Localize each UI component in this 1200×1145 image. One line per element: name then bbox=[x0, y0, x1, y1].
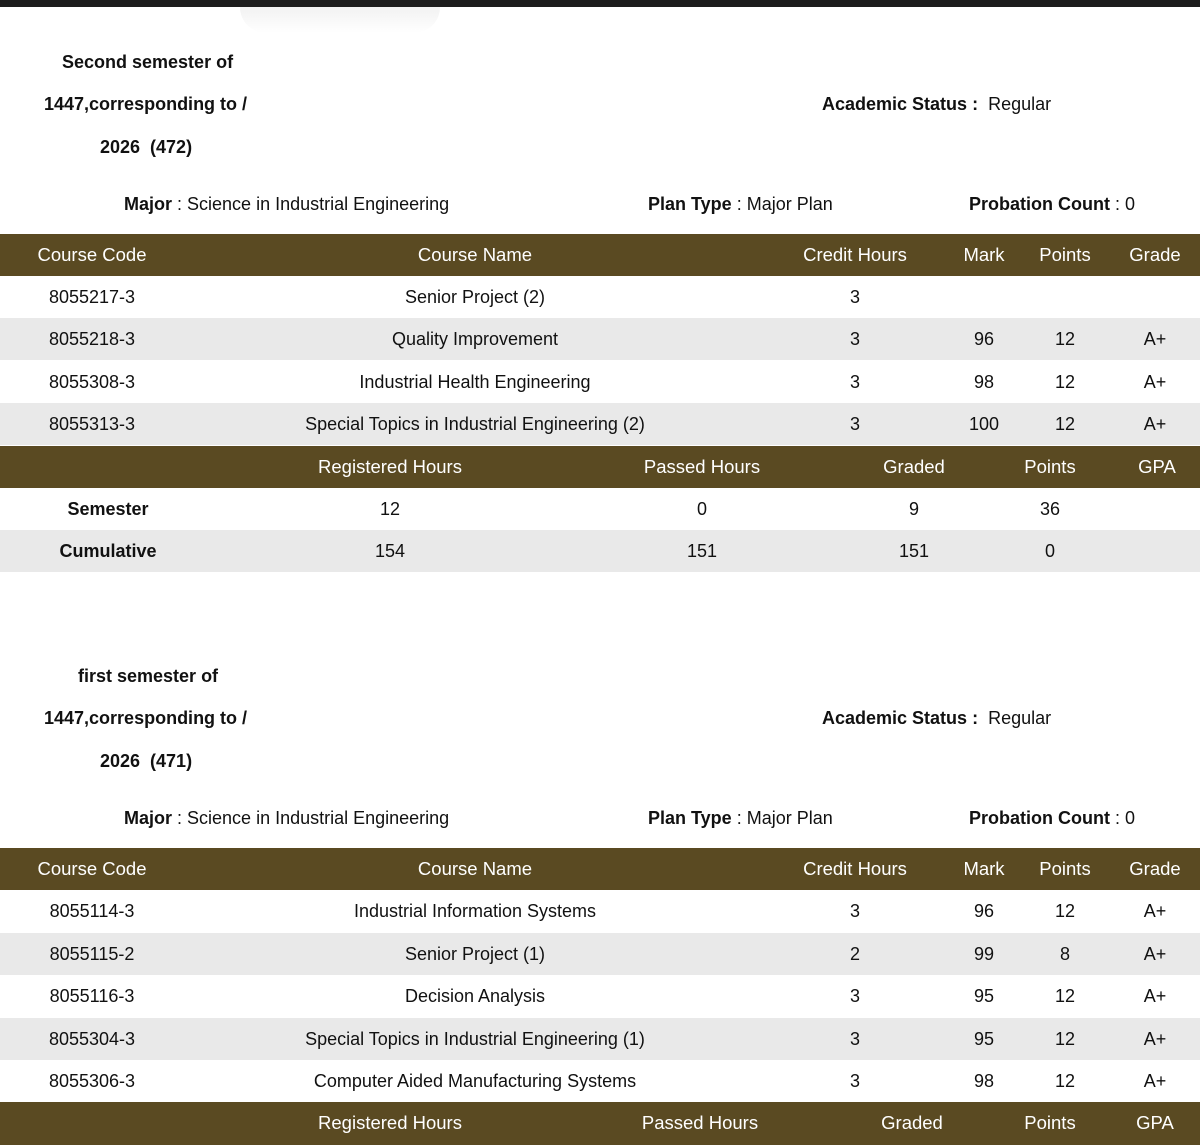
mark: 95 bbox=[973, 986, 995, 1006]
credit-hours: 2 bbox=[849, 944, 860, 964]
semester-title-line2: 1447,corresponding to / bbox=[44, 94, 248, 114]
header-grade: Grade bbox=[1129, 858, 1181, 879]
plan-type-label: Plan Type bbox=[648, 194, 732, 214]
academic-status-value: Regular bbox=[988, 708, 1052, 728]
mark bbox=[944, 276, 1024, 318]
table-row bbox=[0, 318, 1200, 360]
header-gpa: GPA bbox=[1136, 1112, 1174, 1133]
academic-status-sep: : bbox=[972, 94, 979, 114]
credit-hours: 3 bbox=[849, 1071, 860, 1091]
mark: 98 bbox=[973, 372, 995, 392]
course-code: 8055218-3 bbox=[48, 329, 136, 349]
mark: 96 bbox=[973, 329, 995, 349]
header-points: Points bbox=[1039, 244, 1091, 265]
semester-title-line3: 2026 (472) bbox=[100, 137, 193, 157]
header-summary-points: Points bbox=[1024, 1112, 1076, 1133]
credit-hours: 3 bbox=[849, 372, 860, 392]
mark: 96 bbox=[973, 901, 995, 921]
course-code: 8055306-3 bbox=[48, 1071, 136, 1091]
graded: 151 bbox=[898, 541, 930, 561]
course-name: Decision Analysis bbox=[404, 986, 546, 1006]
points: 12 bbox=[1054, 329, 1076, 349]
header-mark: Mark bbox=[963, 244, 1005, 265]
course-code: 8055304-3 bbox=[48, 1029, 136, 1049]
grade: A+ bbox=[1143, 944, 1167, 964]
course-code: 8055313-3 bbox=[48, 414, 136, 434]
semester-title-line2: 1447,corresponding to / bbox=[44, 708, 248, 728]
semester-title-line1: Second semester of bbox=[62, 52, 234, 72]
gpa bbox=[1117, 488, 1197, 530]
academic-status bbox=[822, 708, 1051, 729]
probation-count-value: : 0 bbox=[1115, 194, 1136, 214]
plan-type-value: : Major Plan bbox=[736, 808, 833, 828]
points: 12 bbox=[1054, 901, 1076, 921]
major-info bbox=[124, 194, 449, 215]
registered-hours: 154 bbox=[374, 541, 406, 561]
gpa bbox=[1117, 530, 1197, 572]
grade: A+ bbox=[1143, 1071, 1167, 1091]
major-info bbox=[124, 808, 449, 829]
points: 12 bbox=[1054, 1029, 1076, 1049]
course-name: Computer Aided Manufacturing Systems bbox=[313, 1071, 637, 1091]
mark: 100 bbox=[968, 414, 1000, 434]
header-course-name: Course Name bbox=[417, 858, 533, 879]
probation-count-info bbox=[969, 194, 1135, 215]
grade: A+ bbox=[1143, 414, 1167, 434]
course-code: 8055115-2 bbox=[49, 944, 135, 964]
header-points: Points bbox=[1039, 858, 1091, 879]
course-name: Industrial Information Systems bbox=[353, 901, 597, 921]
points: 12 bbox=[1054, 372, 1076, 392]
probation-count-label: Probation Count bbox=[969, 808, 1110, 828]
graded: 9 bbox=[908, 499, 919, 519]
table-row bbox=[0, 361, 1200, 403]
summary-points: 36 bbox=[1039, 499, 1061, 519]
course-table-header bbox=[0, 848, 1200, 890]
summary-row-cumulative bbox=[0, 530, 1200, 572]
course-name: Senior Project (1) bbox=[404, 944, 546, 964]
course-code: 8055116-3 bbox=[49, 986, 135, 1006]
course-name: Quality Improvement bbox=[391, 329, 559, 349]
probation-count-label: Probation Count bbox=[969, 194, 1110, 214]
course-code: 8055217-3 bbox=[48, 287, 136, 307]
header-summary-points: Points bbox=[1024, 456, 1076, 477]
header-passed-hours: Passed Hours bbox=[641, 1112, 759, 1133]
points: 12 bbox=[1054, 986, 1076, 1006]
header-course-code: Course Code bbox=[37, 858, 147, 879]
header-course-name: Course Name bbox=[417, 244, 533, 265]
plan-type-info bbox=[648, 194, 833, 215]
points: 12 bbox=[1054, 1071, 1076, 1091]
table-row bbox=[0, 403, 1200, 445]
table-row bbox=[0, 933, 1200, 975]
header-passed-hours: Passed Hours bbox=[643, 456, 761, 477]
summary-label: Semester bbox=[67, 499, 149, 519]
academic-status-label: Academic Status bbox=[822, 94, 968, 114]
passed-hours: 0 bbox=[696, 499, 707, 519]
credit-hours: 3 bbox=[849, 1029, 860, 1049]
header-grade: Grade bbox=[1129, 244, 1181, 265]
course-name: Senior Project (2) bbox=[404, 287, 546, 307]
credit-hours: 3 bbox=[849, 287, 860, 307]
course-name: Special Topics in Industrial Engineering (1) bbox=[305, 1029, 645, 1049]
plan-type-info bbox=[648, 808, 833, 829]
grade: A+ bbox=[1143, 1029, 1167, 1049]
table-row bbox=[0, 1018, 1200, 1060]
major-value: : Science in Industrial Engineering bbox=[177, 808, 450, 828]
major-label: Major bbox=[124, 808, 173, 828]
grade: A+ bbox=[1143, 329, 1167, 349]
header-gpa: GPA bbox=[1138, 456, 1176, 477]
header-graded: Graded bbox=[883, 456, 945, 477]
academic-status-value: Regular bbox=[988, 94, 1052, 114]
table-row bbox=[0, 1060, 1200, 1102]
grade bbox=[1115, 276, 1195, 318]
credit-hours: 3 bbox=[849, 329, 860, 349]
summary-points: 0 bbox=[1044, 541, 1055, 561]
table-row bbox=[0, 975, 1200, 1017]
probation-count-value: : 0 bbox=[1115, 808, 1136, 828]
table-row bbox=[0, 890, 1200, 932]
registered-hours: 12 bbox=[379, 499, 401, 519]
course-name: Industrial Health Engineering bbox=[359, 372, 591, 392]
credit-hours: 3 bbox=[849, 901, 860, 921]
course-code: 8055114-3 bbox=[49, 901, 135, 921]
grade: A+ bbox=[1143, 372, 1167, 392]
summary-table-header bbox=[0, 446, 1200, 488]
grade: A+ bbox=[1143, 986, 1167, 1006]
header-credit-hours: Credit Hours bbox=[803, 244, 907, 265]
plan-type-value: : Major Plan bbox=[736, 194, 833, 214]
summary-table-header bbox=[0, 1102, 1200, 1145]
summary-row-semester bbox=[0, 488, 1200, 530]
header-registered-hours: Registered Hours bbox=[318, 1112, 462, 1133]
course-code: 8055308-3 bbox=[48, 372, 136, 392]
grade: A+ bbox=[1143, 901, 1167, 921]
points: 12 bbox=[1054, 414, 1076, 434]
academic-status-sep: : bbox=[972, 708, 979, 728]
plan-type-label: Plan Type bbox=[648, 808, 732, 828]
academic-status bbox=[822, 94, 1051, 115]
probation-count-info bbox=[969, 808, 1135, 829]
summary-label: Cumulative bbox=[59, 541, 157, 561]
passed-hours: 151 bbox=[686, 541, 718, 561]
course-table-header bbox=[0, 234, 1200, 276]
header-graded: Graded bbox=[881, 1112, 943, 1133]
course-name: Special Topics in Industrial Engineering (2) bbox=[305, 414, 645, 434]
points bbox=[1025, 276, 1105, 318]
points: 8 bbox=[1059, 944, 1070, 964]
header-credit-hours: Credit Hours bbox=[803, 858, 907, 879]
mark: 95 bbox=[973, 1029, 995, 1049]
mark: 99 bbox=[973, 944, 995, 964]
header-course-code: Course Code bbox=[37, 244, 147, 265]
header-mark: Mark bbox=[963, 858, 1005, 879]
mark: 98 bbox=[973, 1071, 995, 1091]
table-row bbox=[0, 276, 1200, 318]
major-label: Major bbox=[124, 194, 173, 214]
semester-title-line1: first semester of bbox=[78, 666, 219, 686]
credit-hours: 3 bbox=[849, 414, 860, 434]
major-value: : Science in Industrial Engineering bbox=[177, 194, 450, 214]
credit-hours: 3 bbox=[849, 986, 860, 1006]
semester-title-line3: 2026 (471) bbox=[100, 751, 193, 771]
header-registered-hours: Registered Hours bbox=[318, 456, 462, 477]
academic-status-label: Academic Status bbox=[822, 708, 968, 728]
